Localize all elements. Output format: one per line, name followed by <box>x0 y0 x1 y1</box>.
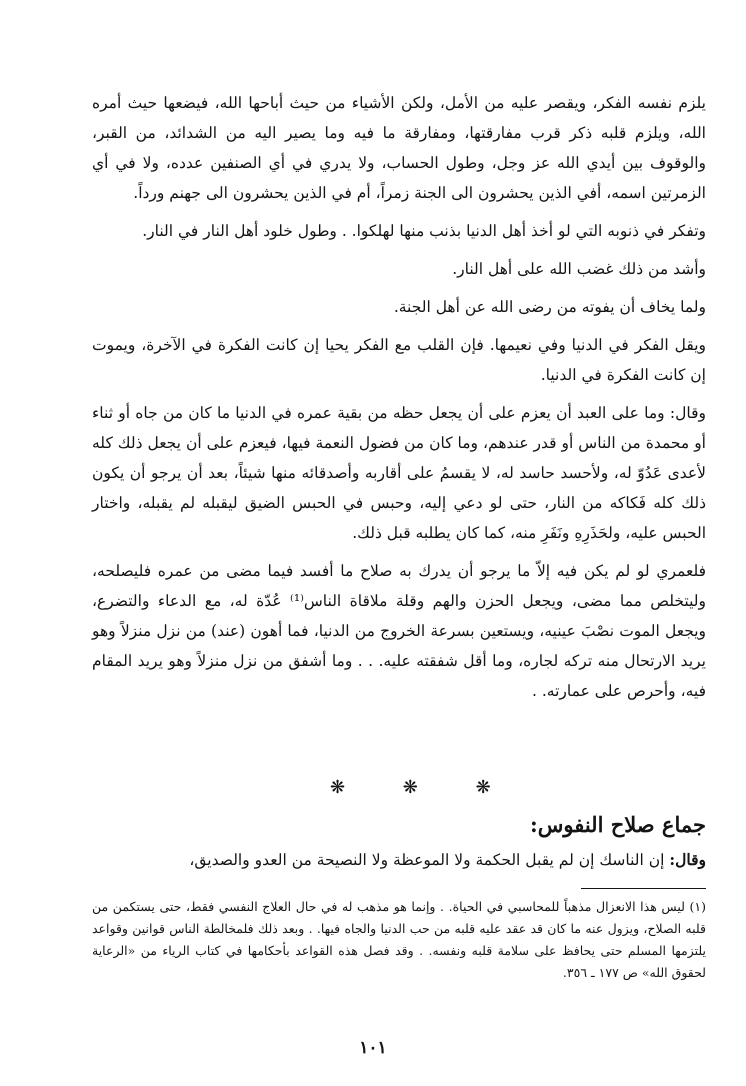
page-number: ١٠١ <box>359 1038 387 1058</box>
paragraph: فلعمري لو لم يكن فيه إلاّ ما يرجو أن يدرك به صلاح ما أفسد فيما مضى من عمره فليصلحه، وليتخلص مما مضى، ويجعل الحزن والهم وقلة ملاقاة الناس⁽¹⁾ عُدّة له، مع الدعاء والتضرع، ويجعل الموت نصْبَ عينيه، ويستعين بسرعة الخروج من الدنيا، فما أهون (عند) من نزل منزلاً وهو يريد الارتحال منه تركه لجاره، وما أقل شفقته عليه. . . وما أشفق من نزل منزلاً وهو يريد المقام فيه، وأحرص على عمارته. . <box>92 562 706 700</box>
paragraph: يلزم نفسه الفكر، ويقصر عليه من الأمل، ولكن الأشياء من حيث أباحها الله، فيضعها حيث أمره الله، ويلزم قلبه ذكر قرب مفارقتها، ومفارقة ما فيه وما يصير اليه من الشدائد، من القبر، والوقوف بين أيدي الله عز وجل، وطول الحساب، ولا يدري في أي الصنفين عدده، ولا في أي الزمرتين اسمه، أفي الذين يحشرون الى الجنة زمراً، أم في الذين يحشرون الى جهنم ورداً. <box>92 94 706 202</box>
paragraph: ويقل الفكر في الدنيا وفي نعيمها. فإن القلب مع الفكر يحيا إن كانت الفكرة في الآخرة، ويموت إن كانت الفكرة في الدنيا. <box>92 336 706 384</box>
section-heading: جماع صلاح النفوس: <box>529 812 706 837</box>
paragraph-lead: وقال: <box>669 850 706 869</box>
paragraph: وأشد من ذلك غضب الله على أهل النار. <box>452 260 706 278</box>
body-text <box>92 88 706 714</box>
paragraph: وقال: وما على العبد أن يعزم على أن يجعل حظه من بقية عمره في الدنيا ما كان من جاه أو ثناء أو محمدة من الناس أو قدر عندهم، وما كان من فضول النعمة فيها، فيعزم على أن يجعل ذلك كله لأعدى عَدُوّ له، ولأحسد حاسد له، لا يقسمُ على أقاربه وأصدقائه منها شيئاً، بعد أن يرجو أن يكون ذلك كله فَكاكه من النار، حتى لو دعي إليه، وحبس في الحبس الضيق ليقبله لم يقبله، واختار الحبس عليه، ولحَذَرِهِ ونَفَرِ منه، كما كان يطلبه قبل ذلك. <box>92 404 706 542</box>
footnote: (١) ليس هذا الانعزال مذهباً للمحاسبي في الحياة. . وإنما هو مذهب له في حال العلاج النفسي فقط، حتى يستكمن من قلبه الصلاح، ويزول عنه ما كان قد عقد عليه قلبه من حب الدنيا والجاه فيها. . وبعد ذلك فلمخالطة الناس قوانين وقواعد يلتزمها المسلم حتى يحافظ على سلامة قلبه ونفسه. . وقد فصل هذه القواعد بأحكامها في كتاب الرياء من «الرعاية لحقوق الله» ص ١٧٧ ـ ٣٥٦. <box>92 899 707 980</box>
paragraph: وتفكر في ذنوبه التي لو أخذ أهل الدنيا بذنب منها لهلكوا. . وطول خلود أهل النار في النار. <box>142 222 706 240</box>
section-divider: ❋ ❋ ❋ <box>330 777 517 798</box>
footnote-separator <box>581 888 706 889</box>
paragraph: ولما يخاف أن يفوته من رضى الله عن أهل الجنة. <box>393 298 706 316</box>
paragraph-last <box>92 850 706 869</box>
paragraph-rest: إن الناسك إن لم يقبل الحكمة ولا الموعظة ولا النصيحة من العدو والصديق، <box>189 851 670 869</box>
